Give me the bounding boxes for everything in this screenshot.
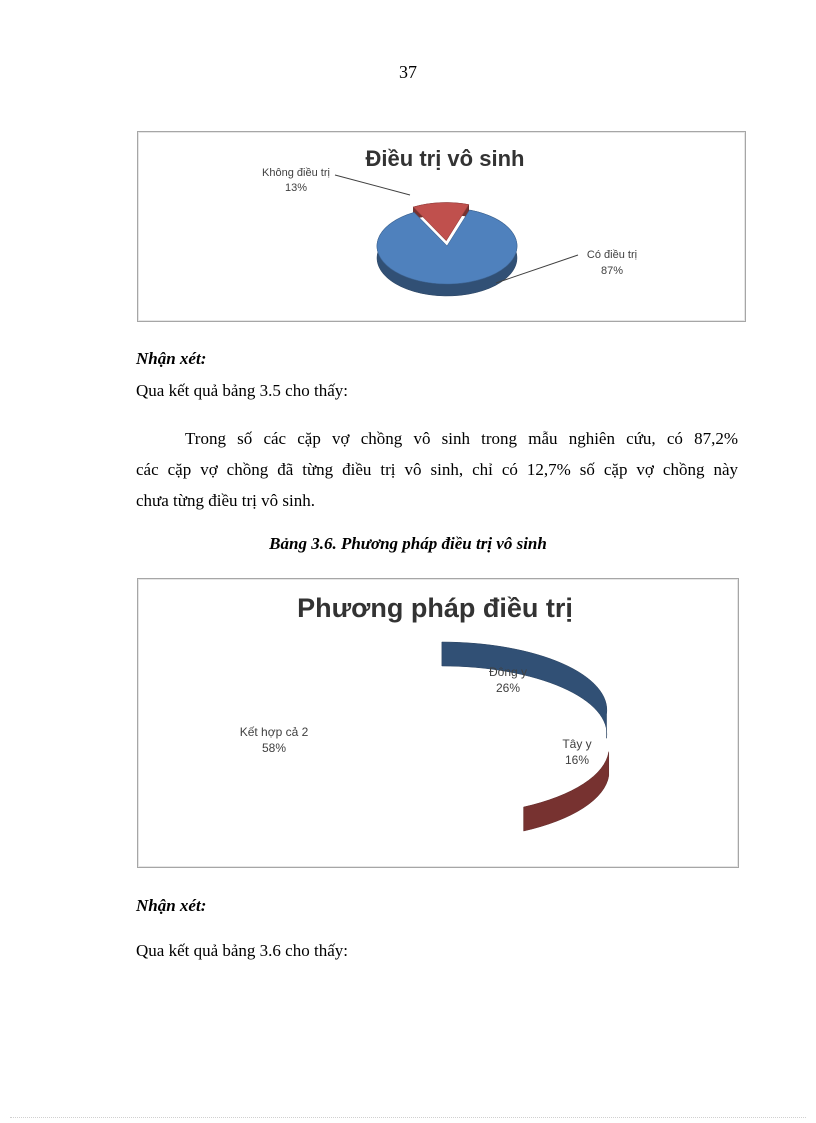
slice-label-name: Không điều trị [262,167,330,179]
chart-method-frame [137,578,739,868]
remark-heading: Nhận xét: [136,896,207,915]
chart-treatment-frame [137,131,746,322]
remark-paragraph-line: chưa từng điều trị vô sinh. [136,491,315,510]
remark-paragraph-line: các cặp vợ chồng đã từng điều trị vô sinh, chỉ có 12,7% số cặp vợ chồng này [136,460,738,479]
chart-title: Điều trị vô sinh [365,146,525,171]
remark-paragraph-line: Trong số các cặp vợ chồng vô sinh trong mẫu nghiên cứu, có 87,2% [185,429,738,448]
slice-label-pct: 87% [600,265,624,277]
leader-line [335,175,410,195]
slice-label-name: Tây y [562,737,592,751]
slice-label-pct: 13% [284,182,308,194]
remark-intro: Qua kết quả bảng 3.5 cho thấy: [136,381,348,400]
slice-label-name: Kết hợp cả 2 [239,725,309,739]
table-caption: Bảng 3.6. Phương pháp điều trị vô sinh [269,534,547,553]
page-number: 37 [399,62,417,82]
slice-label-name: Có điều trị [586,249,638,261]
chart-title: Phương pháp điều trị [297,593,573,623]
remark-intro: Qua kết quả bảng 3.6 cho thấy: [136,941,348,960]
page-bottom-rule [10,1117,806,1118]
remark-heading: Nhận xét: [136,349,207,368]
slice-label-name: Đông y [488,665,528,679]
chart-treatment [138,132,745,321]
pie-slice-side [442,642,607,738]
slice-label-pct: 26% [495,681,521,695]
slice-label-pct: 16% [564,753,590,767]
chart-method [138,579,738,867]
slice-label-pct: 58% [261,741,287,755]
